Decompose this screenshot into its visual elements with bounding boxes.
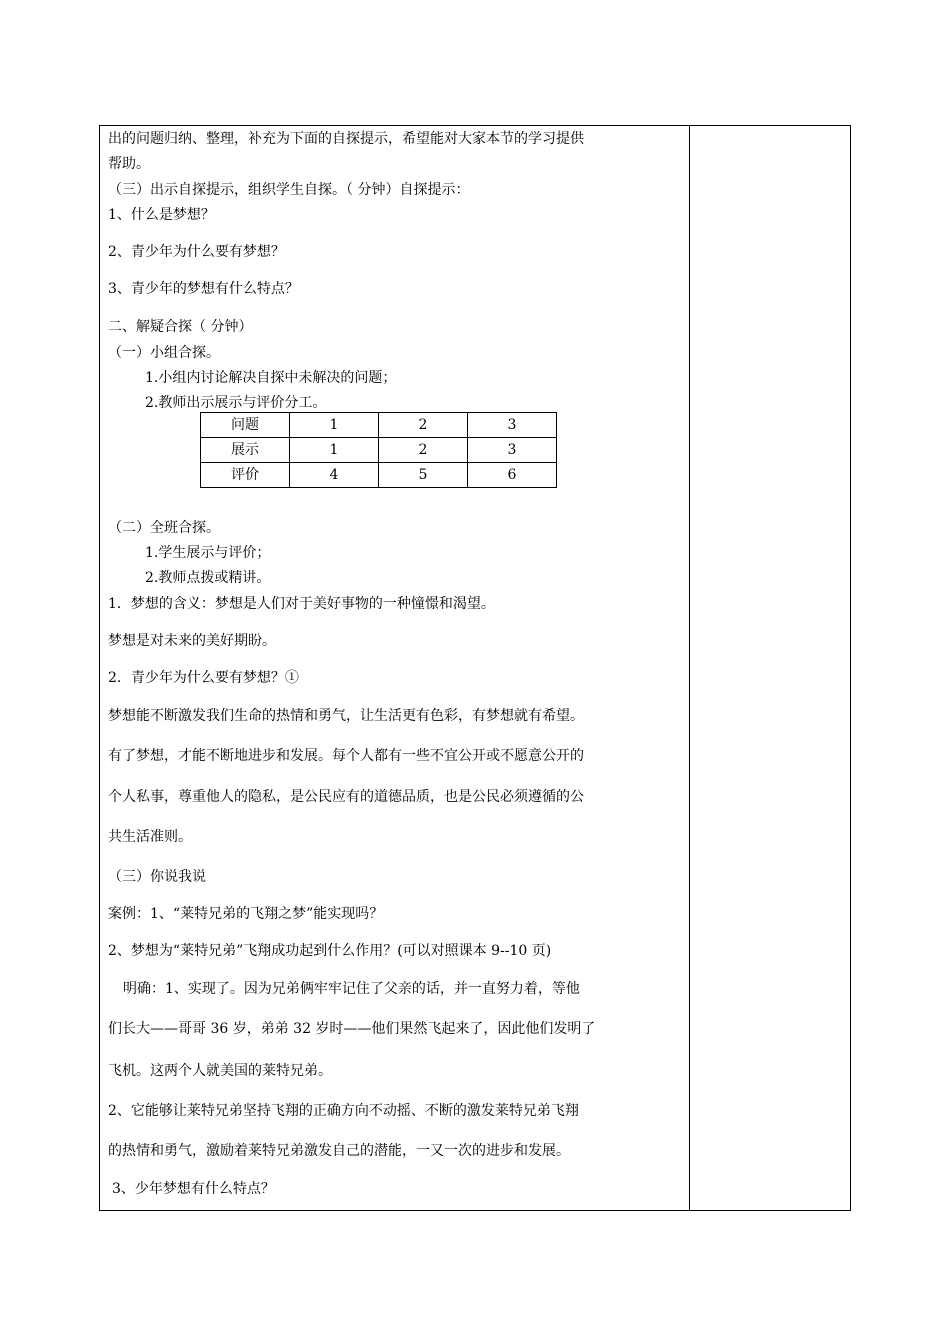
text-line: 的热情和勇气，激励着莱特兄弟激发自己的潜能，一又一次的进步和发展。 (108, 1143, 570, 1159)
table-cell: 1 (290, 413, 379, 438)
text-line: （一）小组合探。 (108, 345, 220, 361)
text-line: 1.小组内讨论解决自探中未解决的问题； (145, 370, 397, 386)
table-cell: 5 (379, 463, 468, 488)
text-line: 个人私事，尊重他人的隐私，是公民应有的道德品质，也是公民必须遵循的公 (108, 789, 584, 805)
text-line: （三）出示自探提示，组织学生自探。（ 分钟）自探提示： (108, 182, 470, 198)
text-line: 梦想是对未来的美好期盼。 (108, 633, 276, 649)
table-cell: 3 (468, 413, 557, 438)
text-line: 1．梦想的含义：梦想是人们对于美好事物的一种憧憬和渴望。 (108, 596, 495, 612)
table-row (201, 438, 557, 463)
table-cell: 2 (379, 438, 468, 463)
text-line: 1、什么是梦想？ (108, 207, 215, 223)
text-line: 2、它能够让莱特兄弟坚持飞翔的正确方向不动摇、不断的激发莱特兄弟飞翔 (108, 1103, 579, 1119)
table-cell: 问题 (201, 413, 290, 438)
table-cell: 4 (290, 463, 379, 488)
text-line: 共生活准则。 (108, 829, 192, 845)
text-line: （三）你说我说 (108, 869, 206, 885)
table-cell: 6 (468, 463, 557, 488)
division-table (200, 412, 557, 488)
text-line: 们长大——哥哥 36 岁，弟弟 32 岁时——他们果然飞起来了，因此他们发明了 (108, 1021, 596, 1037)
text-line: 帮助。 (108, 156, 150, 172)
text-line: 明确：1、实现了。因为兄弟俩牢牢记住了父亲的话，并一直努力着，等他 (123, 981, 580, 997)
text-line: 2.教师出示展示与评价分工。 (145, 395, 327, 411)
text-line: 案例：1、“莱特兄弟的飞翔之梦”能实现吗？ (108, 906, 384, 922)
text-line: 3、少年梦想有什么特点？ (112, 1181, 275, 1197)
table-cell: 1 (290, 438, 379, 463)
table-cell: 展示 (201, 438, 290, 463)
text-line: 2、梦想为“莱特兄弟”飞翔成功起到什么作用？(可以对照课本 9--10 页) (108, 943, 552, 959)
text-line: 有了梦想，才能不断地进步和发展。每个人都有一些不宜公开或不愿意公开的 (108, 748, 584, 764)
text-line: 2．青少年为什么要有梦想？① (108, 670, 299, 686)
text-line: 飞机。这两个人就美国的莱特兄弟。 (108, 1063, 332, 1079)
section-heading: 二、解疑合探（ 分钟） (108, 319, 253, 335)
table-cell: 2 (379, 413, 468, 438)
table-row (201, 463, 557, 488)
table-cell: 3 (468, 438, 557, 463)
text-line: 2、青少年为什么要有梦想？ (108, 244, 285, 260)
text-line: （二）全班合探。 (108, 520, 220, 536)
text-line: 出的问题归纳、整理，补充为下面的自探提示，希望能对大家本节的学习提供 (108, 131, 584, 147)
text-line: 1.学生展示与评价； (145, 545, 271, 561)
text-line: 3、青少年的梦想有什么特点？ (108, 281, 299, 297)
column-divider (689, 125, 690, 1211)
text-line: 2.教师点拨或精讲。 (145, 570, 271, 586)
table-cell: 评价 (201, 463, 290, 488)
table-row (201, 413, 557, 438)
text-line: 梦想能不断激发我们生命的热情和勇气，让生活更有色彩，有梦想就有希望。 (108, 708, 584, 724)
